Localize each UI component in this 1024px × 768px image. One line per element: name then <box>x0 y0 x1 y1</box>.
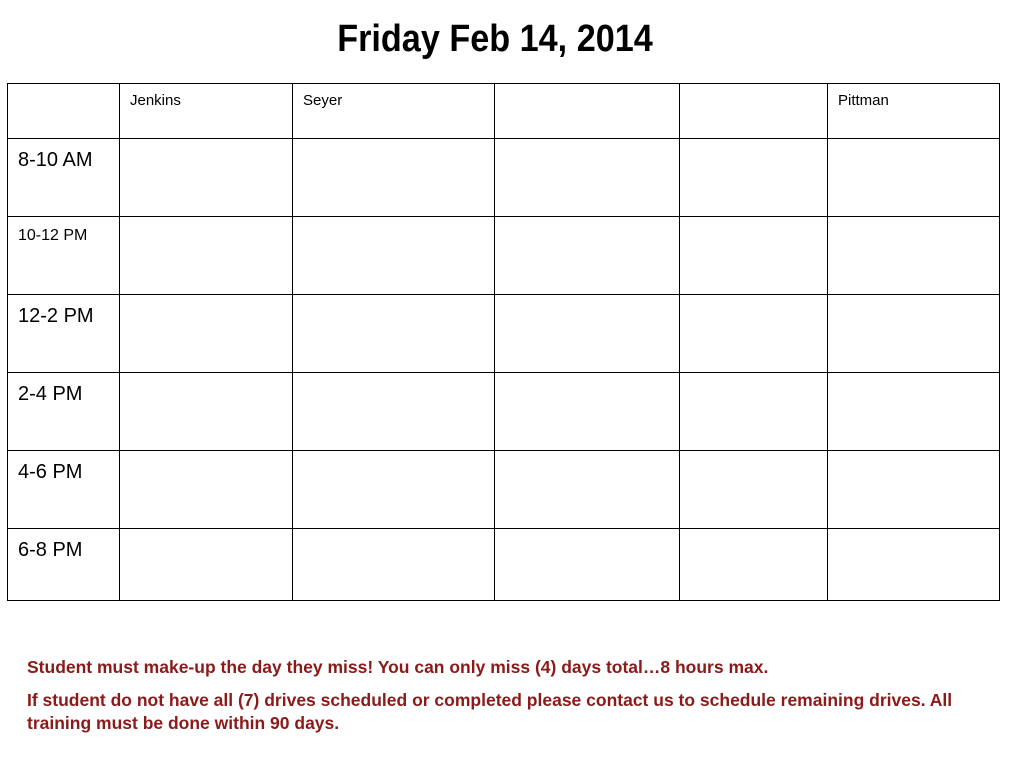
header-row <box>8 84 1000 139</box>
schedule-cell <box>828 451 1000 529</box>
time-slot-label: 10-12 PM <box>8 217 120 295</box>
header-cell-empty-4 <box>495 84 680 139</box>
page-title: Friday Feb 14, 2014 <box>337 18 653 60</box>
header-cell-pittman: Pittman <box>828 84 1000 139</box>
time-slot-label: 8-10 AM <box>8 139 120 217</box>
schedule-cell <box>293 529 495 601</box>
schedule-cell <box>680 529 828 601</box>
header-cell-jenkins: Jenkins <box>120 84 293 139</box>
schedule-cell <box>120 217 293 295</box>
schedule-cell <box>828 529 1000 601</box>
schedule-cell <box>495 529 680 601</box>
schedule-cell <box>293 373 495 451</box>
time-slot-label: 12-2 PM <box>8 295 120 373</box>
schedule-cell <box>120 529 293 601</box>
schedule-cell <box>120 295 293 373</box>
schedule-cell <box>293 139 495 217</box>
schedule-cell <box>293 451 495 529</box>
schedule-cell <box>680 295 828 373</box>
makeup-policy-note: Student must make-up the day they miss! You can only miss (4) days total…8 hours max. <box>27 657 769 677</box>
schedule-cell <box>120 139 293 217</box>
schedule-cell <box>495 295 680 373</box>
schedule-cell <box>120 451 293 529</box>
schedule-cell <box>495 217 680 295</box>
schedule-cell <box>828 217 1000 295</box>
schedule-cell <box>680 217 828 295</box>
table-row <box>8 373 1000 451</box>
schedule-cell <box>293 295 495 373</box>
time-slot-label: 2-4 PM <box>8 373 120 451</box>
schedule-cell <box>120 373 293 451</box>
header-cell-empty-5 <box>680 84 828 139</box>
schedule-table <box>7 83 1000 601</box>
time-slot-label: 6-8 PM <box>8 529 120 601</box>
schedule-cell <box>680 451 828 529</box>
schedule-cell <box>495 373 680 451</box>
scheduling-policy-note: If student do not have all (7) drives scheduled or completed please contact us to schedule remaining drives. All training must be done within 90 days. <box>27 690 953 733</box>
time-slot-label: 4-6 PM <box>8 451 120 529</box>
notes-block <box>27 656 997 735</box>
table-row <box>8 451 1000 529</box>
table-row <box>8 217 1000 295</box>
schedule-cell <box>680 373 828 451</box>
schedule-cell <box>828 139 1000 217</box>
schedule-cell <box>680 139 828 217</box>
header-cell-seyer: Seyer <box>293 84 495 139</box>
table-row <box>8 139 1000 217</box>
header-cell-corner <box>8 84 120 139</box>
table-row <box>8 295 1000 373</box>
schedule-cell <box>828 373 1000 451</box>
schedule-cell <box>495 139 680 217</box>
table-row <box>8 529 1000 601</box>
schedule-cell <box>828 295 1000 373</box>
schedule-cell <box>495 451 680 529</box>
schedule-cell <box>293 217 495 295</box>
